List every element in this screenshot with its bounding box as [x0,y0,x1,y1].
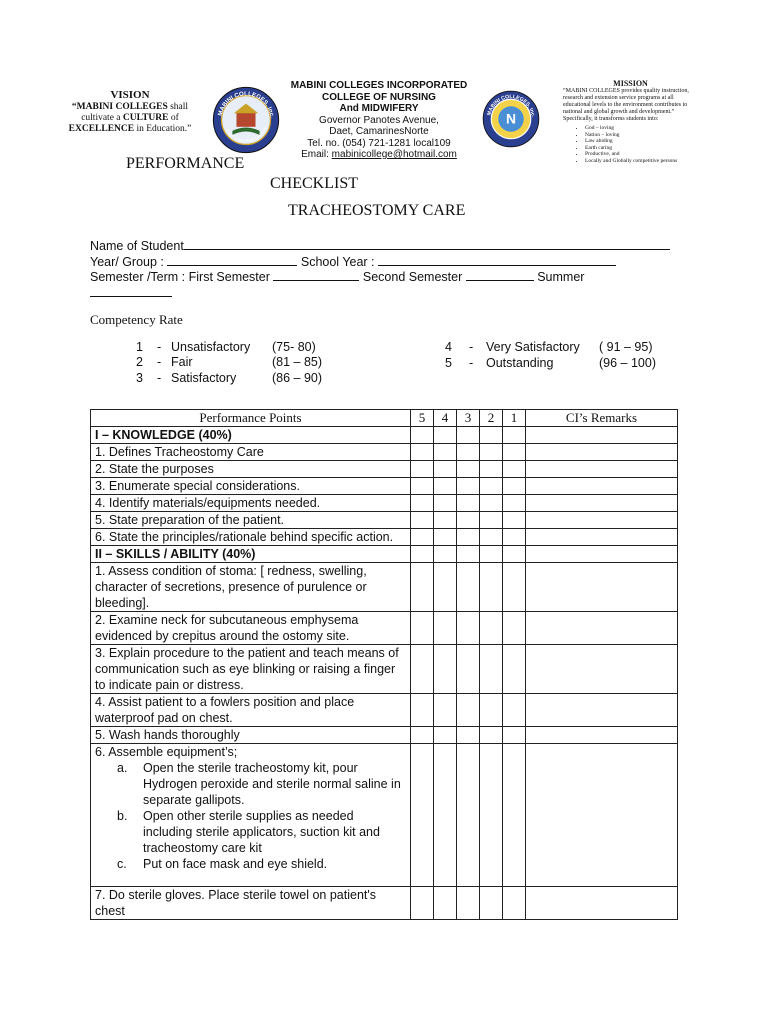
logo-text: N [505,110,517,127]
rate-range: (86 – 90) [272,371,323,385]
score-cell[interactable] [411,887,434,920]
table-row [91,529,678,546]
rate-row [445,356,656,370]
remarks-cell[interactable] [526,744,678,887]
score-cell[interactable] [434,495,457,512]
rate-label: Fair [171,355,193,369]
vision-text: of [168,113,179,123]
score-cell[interactable] [457,546,480,563]
school-town: Daet, CamarinesNorte [329,126,429,137]
score-cell[interactable] [411,461,434,478]
title-performance: PERFORMANCE [126,155,245,172]
rate-row [136,355,323,369]
performance-point: 2. Examine neck for subcutaneous emphysema evidenced by crepitus around the ostomy site. [91,612,411,645]
vision-block [60,90,200,135]
table-row [91,744,678,887]
email-link[interactable]: mabinicollege@hotmail.com [331,149,457,160]
remarks-cell[interactable] [526,512,678,529]
seal-icon [482,90,540,148]
year-label: Year/ Group : [90,255,164,269]
table-row [91,478,678,495]
mission-item: • Law abiding [585,138,698,145]
score-cell[interactable] [480,727,503,744]
rate-row [136,371,323,385]
header-ci-remarks: CI’s Remarks [526,410,678,427]
sub-step-marker: c. [117,857,127,871]
remarks-cell[interactable] [526,529,678,546]
score-cell[interactable] [411,546,434,563]
table-row [91,727,678,744]
vision-text: EXCELLENCE [68,124,135,134]
score-cell[interactable] [457,478,480,495]
performance-point: 5. State preparation of the patient. [91,512,411,529]
score-cell[interactable] [411,495,434,512]
remarks-cell[interactable] [526,495,678,512]
score-cell[interactable] [434,563,457,612]
score-cell[interactable] [480,427,503,444]
score-cell[interactable] [434,529,457,546]
score-cell[interactable] [434,727,457,744]
performance-point: 6. State the principles/rationale behind specific action. [91,529,411,546]
score-cell[interactable] [503,612,526,645]
rate-number: 2 [136,355,143,369]
rate-row [136,340,316,354]
rate-dash: - [157,355,162,369]
rate-label: Very Satisfactory [486,340,580,354]
performance-point: 3. Explain procedure to the patient and teach means of communication such as eye blinking or raising a finger to indicate pain or distress. [91,645,411,694]
performance-point: 1. Defines Tracheostomy Care [91,444,411,461]
score-cell[interactable] [411,727,434,744]
score-cell[interactable] [457,744,480,887]
performance-point: 4. Identify materials/equipments needed. [91,495,411,512]
performance-point: 3. Enumerate special considerations. [91,478,411,495]
header-score-4: 4 [434,410,457,427]
mission-item: • Locally and Globally competitive persons [585,158,698,165]
sub-step-marker: b. [117,809,128,823]
remarks-cell[interactable] [526,461,678,478]
school-email-row [288,149,470,161]
table-row [91,645,678,694]
score-cell[interactable] [480,645,503,694]
section-row [91,427,678,444]
score-cell[interactable] [411,563,434,612]
score-cell[interactable] [434,461,457,478]
mission-item: • Productive, and [585,151,698,158]
college-name: COLLEGE OF NURSING [322,91,436,103]
table-row [91,444,678,461]
sub-step-text: Put on face mask and eye shield. [143,857,328,871]
rate-label: Outstanding [486,356,554,370]
score-cell[interactable] [411,694,434,727]
remarks-cell[interactable] [526,546,678,563]
score-cell[interactable] [434,444,457,461]
score-cell[interactable] [480,444,503,461]
score-cell[interactable] [480,612,503,645]
performance-point: 5. Wash hands thoroughly [91,727,411,744]
score-cell[interactable] [434,645,457,694]
remarks-cell[interactable] [526,727,678,744]
rate-label: Satisfactory [171,371,237,385]
mission-block [563,80,698,164]
name-field[interactable] [184,237,670,250]
name-label: Name of Student [90,239,184,253]
mission-list [563,125,698,164]
rate-dash: - [469,356,474,370]
competency-heading: Competency Rate [90,312,183,327]
vision-line-2 [60,113,200,124]
logo-text: DAET, CAMARINES NORTE [224,125,269,144]
section-title: II – SKILLS / ABILITY (40%) [91,546,411,563]
sub-step [117,856,406,872]
score-cell[interactable] [457,727,480,744]
table-header-row [91,410,678,427]
score-cell[interactable] [480,461,503,478]
mission-text: “MABINI COLLEGES provides quality instruction, research and extension service programs at all educational levels to the environment contributes to national and global growth and development.” [563,88,689,115]
vision-heading: VISION [110,89,150,101]
header-score-2: 2 [480,410,503,427]
rate-number: 5 [445,356,452,370]
score-cell[interactable] [480,546,503,563]
header-score-1: 1 [503,410,526,427]
score-cell[interactable] [457,461,480,478]
performance-point-group [91,744,411,887]
score-cell[interactable] [457,512,480,529]
rate-range: (75- 80) [272,340,316,354]
rate-dash: - [157,371,162,385]
sub-step [117,808,406,856]
school-year-field[interactable] [378,253,616,266]
rate-number: 1 [136,340,143,354]
school-year-label: School Year : [300,255,375,269]
score-cell[interactable] [480,529,503,546]
score-cell[interactable] [434,427,457,444]
score-cell[interactable] [480,512,503,529]
score-cell[interactable] [457,427,480,444]
score-cell[interactable] [503,427,526,444]
section-row [91,546,678,563]
vision-line-1 [60,102,200,113]
table-row [91,612,678,645]
email-label: Email: [301,149,329,160]
year-row [90,253,616,269]
vision-text: cultivate a [81,113,123,123]
score-cell[interactable] [503,478,526,495]
header-score-3: 3 [457,410,480,427]
score-cell[interactable] [457,495,480,512]
rate-number: 4 [445,340,452,354]
rate-number: 3 [136,371,143,385]
remarks-cell[interactable] [526,612,678,645]
summer-label: Summer [537,270,585,284]
rate-dash: - [469,340,474,354]
score-cell[interactable] [434,512,457,529]
score-cell[interactable] [411,529,434,546]
mission-item: • Nation – loving [585,132,698,139]
checklist-table [90,409,678,920]
semester-label: Semester /Term : First Semester [90,270,270,284]
score-cell[interactable] [503,495,526,512]
score-cell[interactable] [457,694,480,727]
table-row [91,512,678,529]
table-row [91,461,678,478]
sub-step [117,760,406,808]
student-name-row [90,237,670,253]
score-cell[interactable] [503,694,526,727]
nursing-seal-logo [482,90,540,148]
rate-range: ( 91 – 95) [599,340,653,354]
score-cell[interactable] [434,546,457,563]
table-row [91,887,678,920]
score-cell[interactable] [503,461,526,478]
performance-point: 1. Assess condition of stoma: [ redness, swelling, character of secretions, presence of purulence or bleeding]. [91,563,411,612]
score-cell[interactable] [480,887,503,920]
score-cell[interactable] [480,495,503,512]
score-cell[interactable] [503,563,526,612]
table-row [91,694,678,727]
mission-heading: MISSION [613,79,648,88]
score-cell[interactable] [503,529,526,546]
second-semester-label: Second Semester [362,270,463,284]
logo-text: MABINI COLLEGES, Inc. [486,94,536,118]
sub-step-marker: a. [117,761,128,775]
table-row [91,563,678,612]
sub-step-text: Open the sterile tracheostomy kit, pour Hydrogen peroxide and sterile normal saline in separate gallipots. [143,761,401,807]
score-cell[interactable] [457,563,480,612]
year-field[interactable] [167,253,297,266]
header-score-5: 5 [411,410,434,427]
score-cell[interactable] [434,744,457,887]
score-cell[interactable] [480,694,503,727]
mabini-colleges-seal-logo [212,86,280,154]
rate-row [445,340,653,354]
school-name: MABINI COLLEGES INCORPORATED [290,80,468,91]
school-tel: Tel. no. (054) 721-1281 local109 [307,137,451,149]
vision-text: in Education.” [134,124,192,134]
score-cell[interactable] [457,887,480,920]
remarks-cell[interactable] [526,478,678,495]
score-cell[interactable] [480,478,503,495]
performance-point: 2. State the purposes [91,461,411,478]
school-header [288,80,470,161]
score-cell[interactable] [457,444,480,461]
table-row [91,495,678,512]
performance-point: 6. Assemble equipment’s; [95,745,238,759]
score-cell[interactable] [503,444,526,461]
seal-icon [212,86,280,154]
score-cell[interactable] [411,444,434,461]
score-cell[interactable] [411,612,434,645]
school-street: Governor Panotes Avenue, [319,114,439,126]
score-cell[interactable] [503,645,526,694]
score-cell[interactable] [411,427,434,444]
remarks-cell[interactable] [526,645,678,694]
title-procedure: TRACHEOSTOMY CARE [288,202,466,219]
semester-row [90,268,584,284]
remarks-cell[interactable] [526,427,678,444]
rate-range: (96 – 100) [599,356,656,370]
rate-dash: - [157,340,162,354]
score-cell[interactable] [457,612,480,645]
title-checklist: CHECKLIST [270,175,358,192]
remarks-cell[interactable] [526,694,678,727]
mission-item: • God – loving [585,125,698,132]
remarks-cell[interactable] [526,563,678,612]
sub-step-list [95,760,406,872]
summer-field[interactable] [90,284,172,297]
remarks-cell[interactable] [526,887,678,920]
summer-row [90,284,172,300]
score-cell[interactable] [434,478,457,495]
first-semester-field[interactable] [273,268,359,281]
header-performance-points: Performance Points [91,410,411,427]
second-semester-field[interactable] [466,268,534,281]
vision-text: shall [167,102,189,112]
performance-point: 7. Do sterile gloves. Place sterile towel on patient's chest [91,887,411,920]
rate-range: (81 – 85) [272,355,323,369]
score-cell[interactable] [411,744,434,887]
score-cell[interactable] [411,478,434,495]
score-cell[interactable] [457,529,480,546]
mission-item: • Earth caring [585,145,698,152]
vision-line-3 [60,124,200,135]
score-cell[interactable] [411,645,434,694]
score-cell[interactable] [457,645,480,694]
logo-text: MABINI COLLEGES, Inc. [216,90,276,119]
section-title: I – KNOWLEDGE (40%) [91,427,411,444]
college-and: And MIDWIFERY [339,103,419,114]
vision-text: “MABINI COLLEGES [71,102,168,112]
rate-label: Unsatisfactory [171,340,251,354]
score-cell[interactable] [434,612,457,645]
score-cell[interactable] [503,744,526,887]
score-cell[interactable] [503,546,526,563]
score-cell[interactable] [480,563,503,612]
score-cell[interactable] [434,694,457,727]
vision-text: CULTURE [122,113,169,123]
score-cell[interactable] [503,727,526,744]
score-cell[interactable] [503,512,526,529]
sub-step-text: Open other sterile supplies as needed including sterile applicators, suction kit and tracheostomy care kit [143,809,380,855]
score-cell[interactable] [434,887,457,920]
score-cell[interactable] [503,887,526,920]
performance-point: 4. Assist patient to a fowlers position and place waterproof pad on chest. [91,694,411,727]
mission-lead: Specifically, it transforms students into: [563,116,659,122]
score-cell[interactable] [411,512,434,529]
score-cell[interactable] [480,744,503,887]
remarks-cell[interactable] [526,444,678,461]
